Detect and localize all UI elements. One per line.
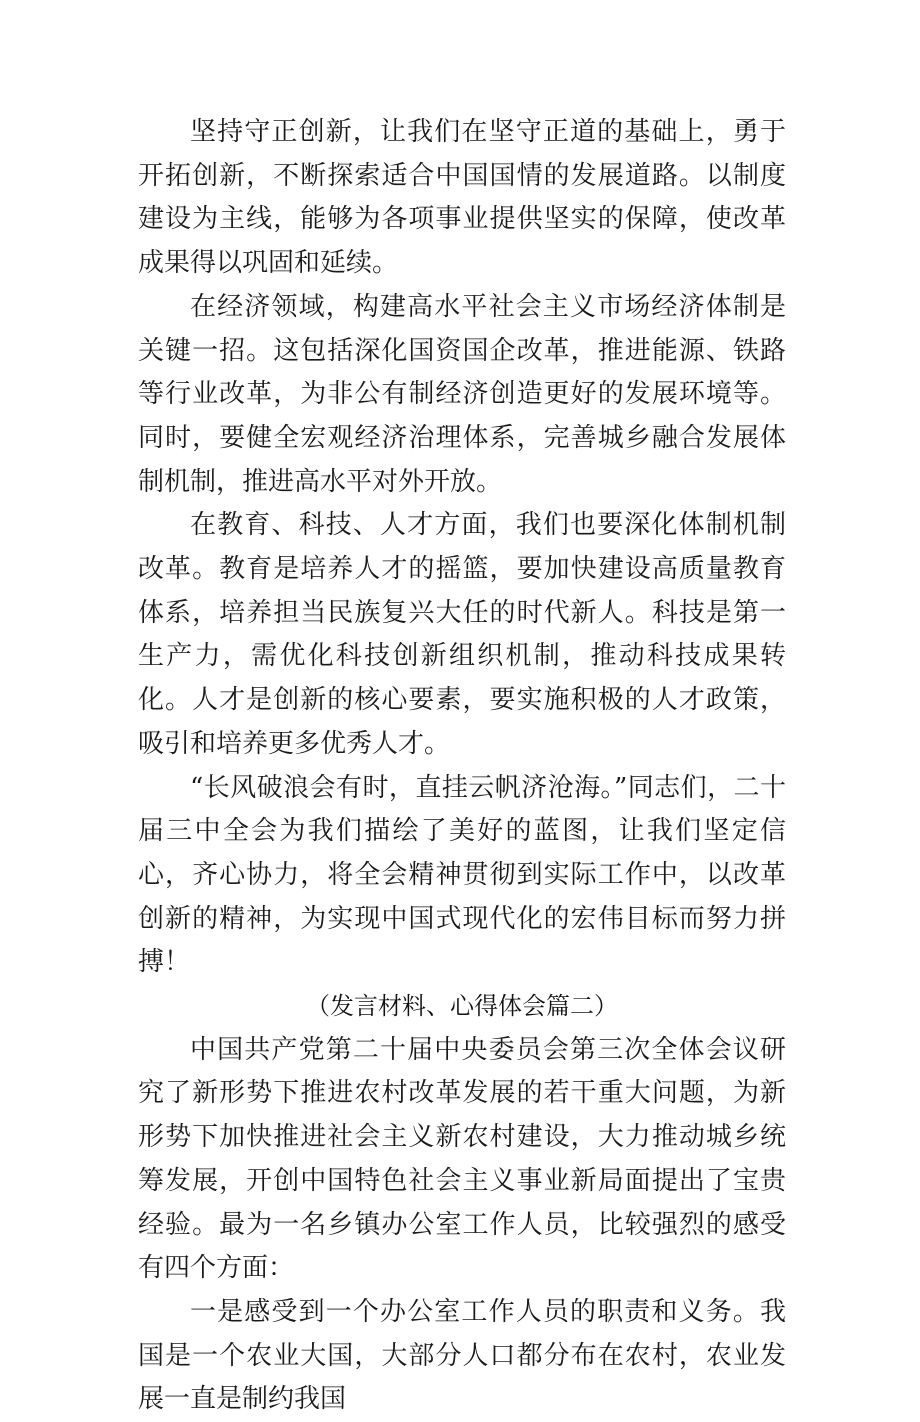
- paragraph-first-point: 一是感受到一个办公室工作人员的职责和义务。我国是一个农业大国，大部分人口都分布在农村，农业发展一直是制约我国: [138, 1296, 786, 1415]
- section-heading: （发言材料、心得体会篇二）: [306, 992, 618, 1021]
- document-body: [138, 111, 786, 1422]
- paragraph-innovation: 坚持守正创新，让我们在坚守正道的基础上，勇于开拓创新，不断探索适合中国国情的发展道路。以制度建设为主线，能够为各项事业提供坚实的保障，使改革成果得以巩固和延续。: [138, 117, 786, 279]
- paragraph-economy: 在经济领域，构建高水平社会主义市场经济体制是关键一招。这包括深化国资国企改革，推进能源、铁路等行业改革，为非公有制经济创造更好的发展环境等。同时，要健全宏观经济治理体系，完善城乡融合发展体制机制，推进高水平对外开放。: [138, 291, 786, 497]
- paragraph-plenary-session: 中国共产党第二十届中央委员会第三次全体会议研究了新形势下推进农村改革发展的若干重大问题，为新形势下加快推进社会主义新农村建设，大力推动城乡统筹发展，开创中国特色社会主义事业新局面提出了宝贵经验。最为一名乡镇办公室工作人员，比较强烈的感受有四个方面：: [138, 1034, 786, 1284]
- paragraph-closing-quote: “长风破浪会有时，直挂云帆济沧海。”同志们，二十届三中全会为我们描绘了美好的蓝图，让我们坚定信心，齐心协力，将全会精神贯彻到实际工作中，以改革创新的精神，为实现中国式现代化的宏伟目标而努力拼搏！: [138, 772, 786, 978]
- paragraph-education-technology-talent: 在教育、科技、人才方面，我们也要深化体制机制改革。教育是培养人才的摇篮，要加快建设高质量教育体系，培养担当民族复兴大任的时代新人。科技是第一生产力，需优化科技创新组织机制，推动科技成果转化。人才是创新的核心要素，要实施积极的人才政策，吸引和培养更多优秀人才。: [138, 510, 786, 759]
